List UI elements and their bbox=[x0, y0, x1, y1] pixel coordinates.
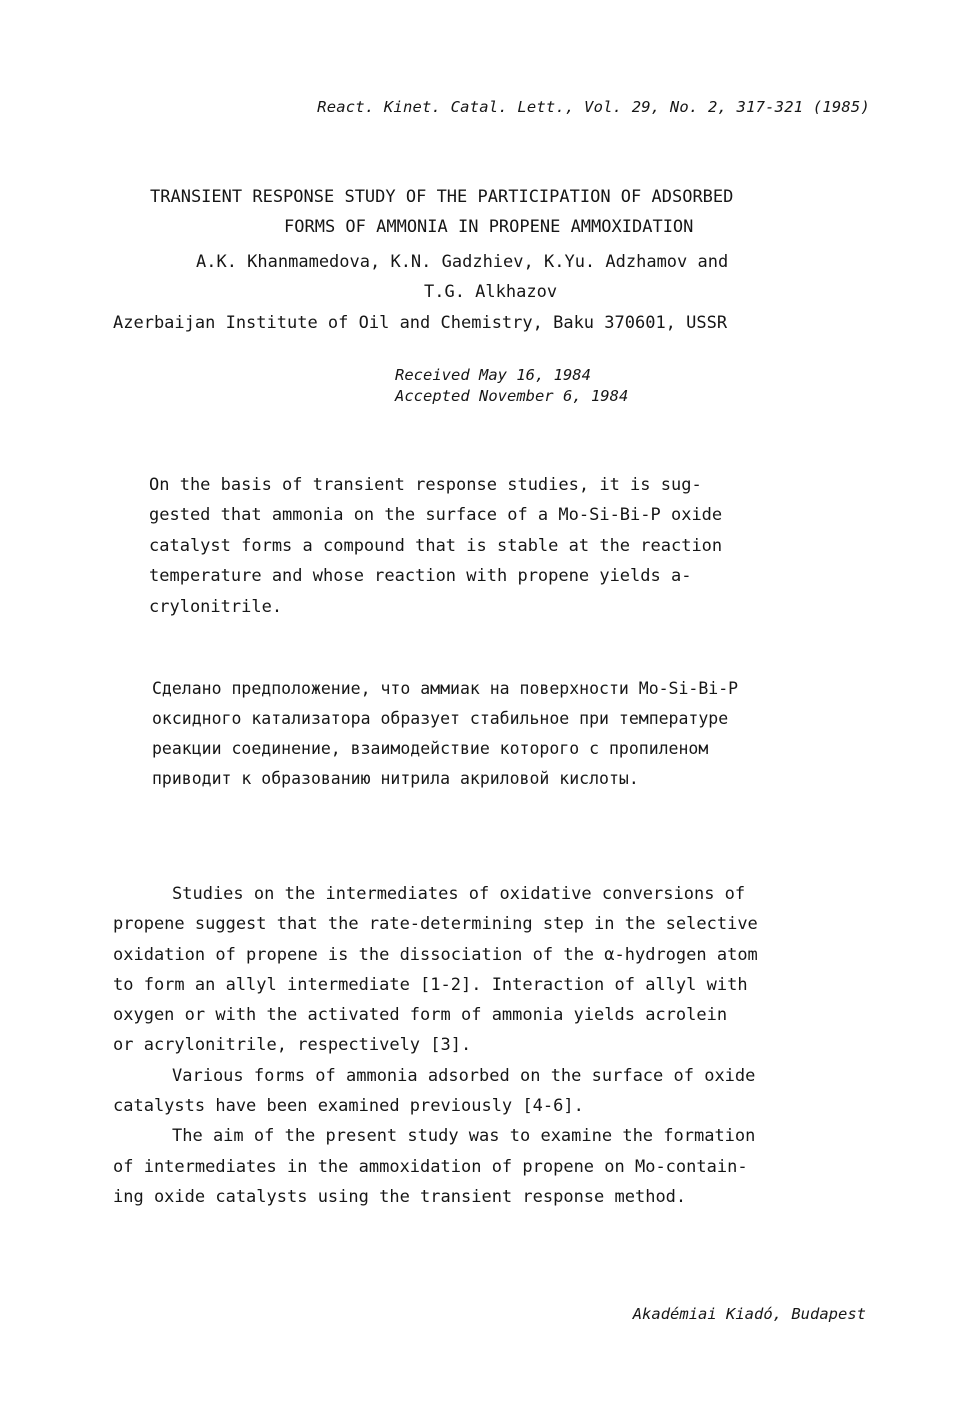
abstract-ru-line: Сделано предположение, что аммиак на поверхности Mo-Si-Bi-P bbox=[152, 679, 739, 698]
abstract-line: On the basis of transient response studies, it is sug- bbox=[149, 475, 702, 495]
body-line: of intermediates in the ammoxidation of propene on Mo-contain- bbox=[113, 1156, 748, 1177]
accepted-date: Accepted November 6, 1984 bbox=[395, 387, 629, 405]
body-line: oxygen or with the activated form of ammonia yields acrolein bbox=[113, 1005, 728, 1026]
body-line: to form an allyl intermediate [1-2]. Interaction of allyl with bbox=[113, 974, 748, 995]
publisher-footer: Akadémiai Kiadó, Budapest bbox=[632, 1305, 866, 1323]
body-line: catalysts have been examined previously [4-6]. bbox=[113, 1096, 584, 1117]
abstract-ru-line: оксидного катализатора образует стабильное при температуре bbox=[152, 709, 729, 728]
abstract-line: gested that ammonia on the surface of a Mo-Si-Bi-P oxide bbox=[149, 505, 723, 526]
body-line: The aim of the present study was to examine the formation bbox=[172, 1126, 756, 1147]
abstract-russian bbox=[152, 674, 852, 794]
journal-citation: React. Kinet. Catal. Lett., Vol. 29, No. 2, 317-321 (1985) bbox=[317, 98, 870, 116]
abstract-line: catalyst forms a compound that is stable at the reaction bbox=[149, 535, 723, 556]
body-line: Various forms of ammonia adsorbed on the surface of oxide bbox=[172, 1065, 756, 1086]
abstract-line: temperature and whose reaction with propene yields a- bbox=[149, 566, 692, 587]
body-line: oxidation of propene is the dissociation of the α-hydrogen atom bbox=[113, 944, 758, 965]
abstract-english bbox=[149, 470, 839, 622]
abstract-line: crylonitrile. bbox=[149, 596, 283, 617]
authors-line-2: T.G. Alkhazov bbox=[424, 282, 558, 302]
title-line-1: TRANSIENT RESPONSE STUDY OF THE PARTICIPATION OF ADSORBED bbox=[150, 187, 734, 207]
abstract-ru-line: реакции соединение, взаимодействие которого с пропиленом bbox=[152, 739, 709, 758]
body-line: or acrylonitrile, respectively [3]. bbox=[113, 1035, 472, 1056]
abstract-ru-line: приводит к образованию нитрила акриловой кислоты. bbox=[152, 769, 639, 788]
body-line: Studies on the intermediates of oxidative conversions of bbox=[172, 884, 746, 904]
received-date: Received May 16, 1984 bbox=[395, 366, 591, 384]
submission-dates bbox=[395, 365, 628, 407]
body-line: propene suggest that the rate-determining step in the selective bbox=[113, 914, 758, 935]
title-line-2: FORMS OF AMMONIA IN PROPENE AMMOXIDATION bbox=[284, 217, 694, 237]
affiliation: Azerbaijan Institute of Oil and Chemistry, Baku 370601, USSR bbox=[113, 313, 728, 333]
body-line: ing oxide catalysts using the transient response method. bbox=[113, 1186, 687, 1207]
authors-line-1: A.K. Khanmamedova, K.N. Gadzhiev, K.Yu. Adzhamov and bbox=[196, 252, 729, 272]
body-text bbox=[113, 879, 883, 1212]
